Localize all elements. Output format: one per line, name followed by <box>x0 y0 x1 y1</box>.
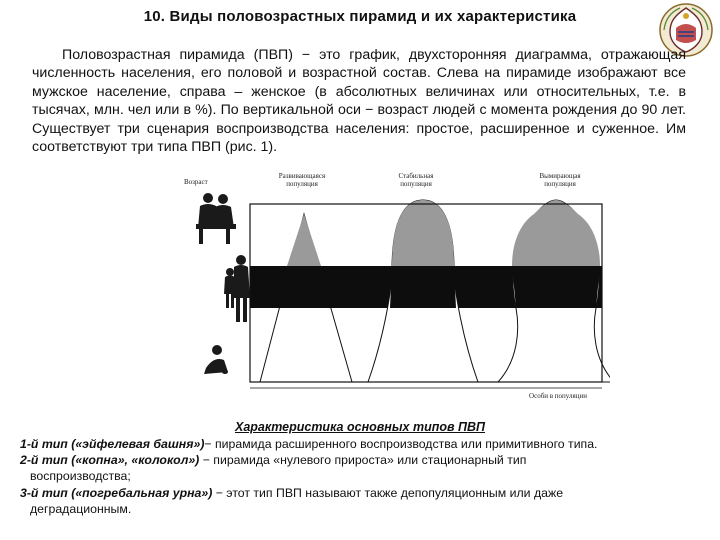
type-item-3-lead: 3-й тип («погребальная урна») <box>20 485 213 500</box>
column-title-declining: Вымирающая <box>539 172 581 180</box>
axis-label-age: Возраст <box>184 178 208 186</box>
type-item-3 <box>20 485 708 517</box>
type-item-1-text: − пирамида расширенного воспроизводства или примитивного типа. <box>204 437 598 451</box>
type-item-1-lead: 1-й тип («эйфелевая башня») <box>20 437 205 451</box>
type-item-2-text: − пирамида «нулевого прироста» или стационарный тип <box>199 453 527 468</box>
pyramids-panel <box>250 200 610 382</box>
intro-paragraph: Половозрастная пирамида (ПВП) − это график, двухсторонняя диаграмма, отражающая численность населения, его половой и возрастной состав. Слева на пирамиде изображают все мужское население, справа – женское (в абсолютных величинах или относительных, т.е. в тысячах, млн. чел или в %). По вертикальной оси − возраст людей с момента рождения до 90 лет. Существует три сценария воспроизводства населения: простое, расширенное и суженное. Им соответствуют три типа ПВП (рис. 1). <box>32 47 686 156</box>
axis-label-people: Особи в популяции <box>529 392 587 400</box>
types-section-heading: Характеристика основных типов ПВП <box>234 420 486 434</box>
column-title-developing: Развивающаяся <box>278 172 326 180</box>
population-pyramids-figure <box>178 170 610 413</box>
types-list <box>20 436 708 517</box>
type-item-2 <box>20 452 708 484</box>
type-item-3-text: − этот тип ПВП называют также депопуляционным или даже <box>212 485 564 500</box>
type-item-2-continuation: воспроизводства; <box>30 469 131 484</box>
column-subtitle-developing: популяция <box>286 180 318 188</box>
column-subtitle-stable: популяция <box>400 180 432 188</box>
type-item-2-lead: 2-й тип («копна», «колокол») <box>20 453 200 468</box>
type-item-3-continuation: деградационным. <box>30 501 132 516</box>
column-title-stable: Стабильная <box>398 172 434 180</box>
column-subtitle-declining: популяция <box>544 180 576 188</box>
page-title: 10. Виды половозрастных пирамид и их характеристика <box>143 8 577 25</box>
type-item-1 <box>20 436 708 452</box>
